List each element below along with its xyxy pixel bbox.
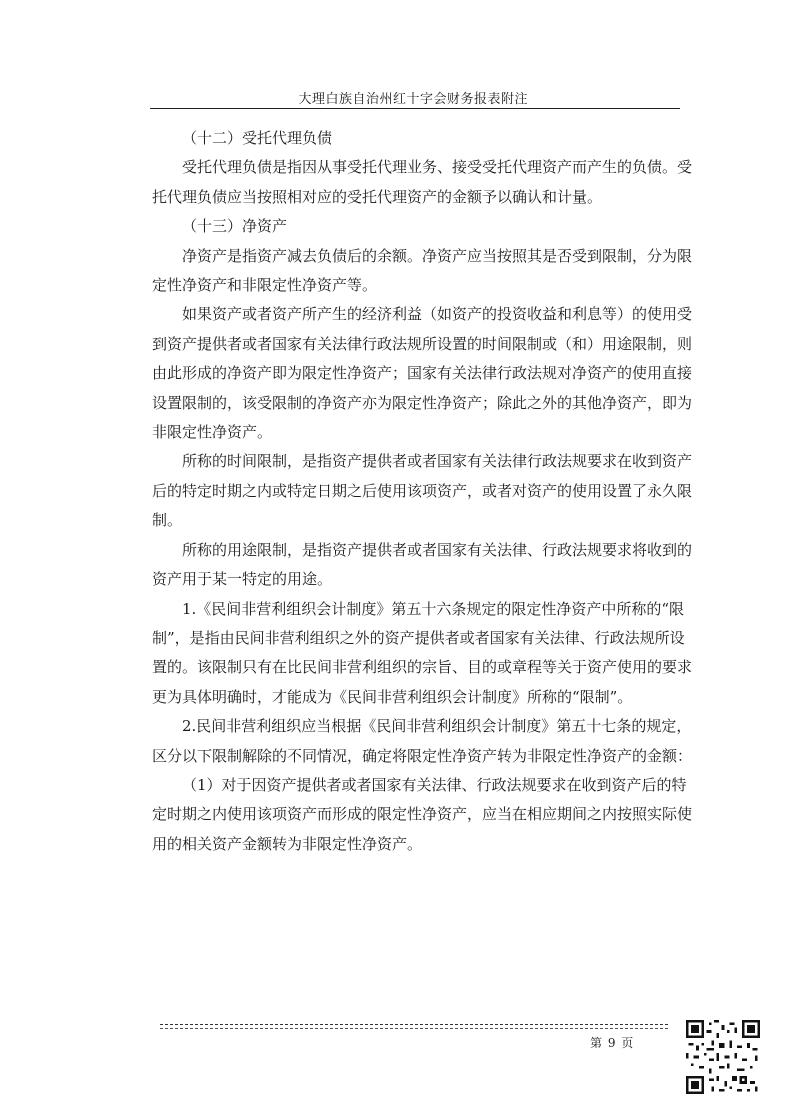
header-rule [150,108,680,109]
section-heading-12: （十二）受托代理负债 [182,129,333,147]
paragraph: 2.民间非营利组织应当根据《民间非营利组织会计制度》第五十七条的规定，区分以下限制解除的不同情况，确定将限定性净资产转为非限定性净资产的金额： [152,717,693,765]
document-header: 大理白族自治州红十字会财务报表附注 [298,92,528,107]
footer-rule [160,1024,668,1025]
page-number: 第 9 页 [590,1036,635,1050]
paragraph: 所称的用途限制，是指资产提供者或者国家有关法律、行政法规要求将收到的资产用于某一特定的用途。 [152,540,693,589]
paragraph: （1）对于因资产提供者或者国家有关法律、行政法规要求在收到资产后的特定时期之内使用该项资产而形成的限定性净资产，应当在相应期间之内按照实际使用的相关资产金额转为非限定性净资产。 [152,775,693,853]
paragraph: 1.《民间非营利组织会计制度》第五十六条规定的限定性净资产中所称的“限制”，是指由民间非营利组织之外的资产提供者或者国家有关法律、行政法规所设置的。该限制只有在比民间非营利组织的宗旨、目的或章程等关于资产使用的要求更为具体明确时，才能成为《民间非营利组织会计制度》所称的“限制”。 [152,599,693,706]
paragraph: 净资产是指资产减去负债后的余额。净资产应当按照其是否受到限制，分为限定性净资产和非限定性净资产等。 [152,246,693,295]
paragraph: 如果资产或者资产所产生的经济利益（如资产的投资收益和利息等）的使用受到资产提供者或者国家有关法律行政法规所设置的时间限制或（和）用途限制，则由此形成的净资产即为限定性净资产；国家有关法律行政法规对净资产的使用直接设置限制的，该受限制的净资产亦为限定性净资产；除此之外的其他净资产，即为非限定性净资产。 [152,305,693,442]
section-heading-13: （十三）净资产 [182,217,288,236]
footer-rule [160,1028,668,1029]
paragraph: 受托代理负债是指因从事受托代理业务、接受受托代理资产而产生的负债。受托代理负债应当按照相对应的受托代理资产的金额予以确认和计量。 [152,158,693,206]
qr-code-icon [686,1020,760,1094]
document-body [152,124,692,859]
paragraph: 所称的时间限制，是指资产提供者或者国家有关法律行政法规要求在收到资产后的特定时期之内或特定日期之后使用该项资产，或者对资产的使用设置了永久限制。 [152,452,693,530]
